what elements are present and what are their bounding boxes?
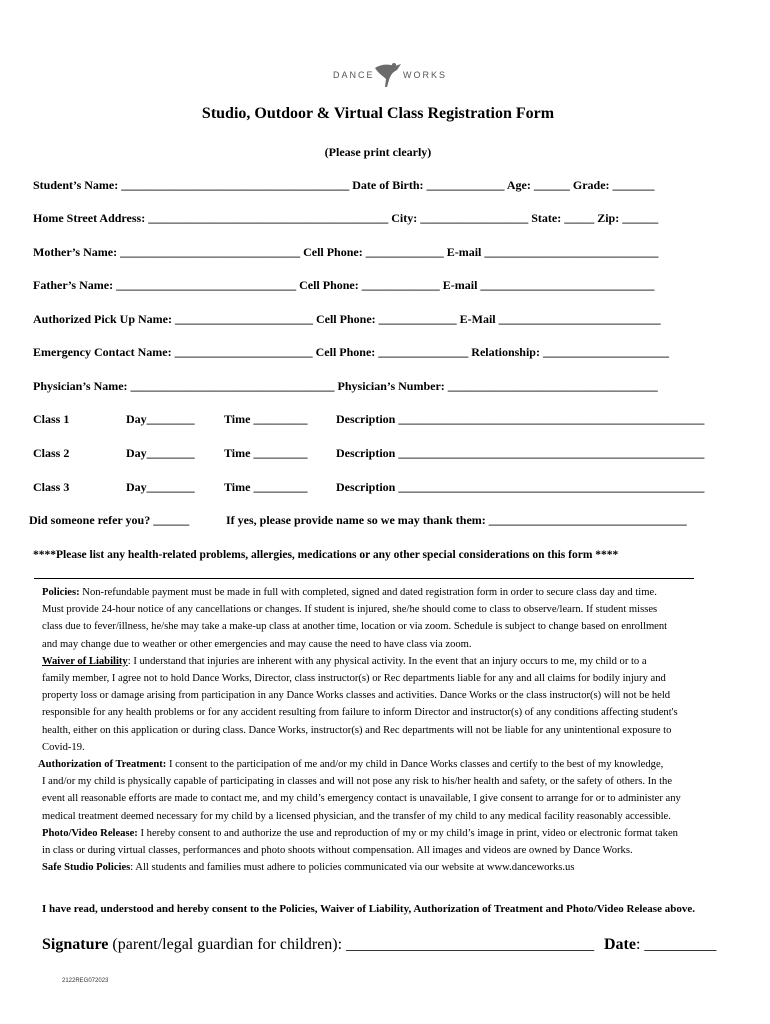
class-label: Class 2: [33, 446, 70, 460]
photo-line: in class or during virtual classes, performances and photo shoots without compensation. All images and videos are owned by Dance Works.: [42, 845, 633, 857]
physician-row[interactable]: Physician’s Name: __________________________________ Physician’s Number: ___________________________________: [33, 379, 658, 393]
father-info-row[interactable]: Father’s Name: ______________________________ Cell Phone: _____________ E-mail _____________________________: [33, 278, 655, 292]
class-description-field[interactable]: Description ___________________________________________________: [336, 446, 705, 460]
authorization-heading: Authorization of Treatment:: [38, 759, 167, 771]
logo-text-left: DANCE: [333, 70, 375, 80]
policies-line: Must provide 24-hour notice of any cancellations or changes. If student is injured, she/he should come to class to observe/learn. If student misses: [42, 604, 658, 616]
pickup-info-row[interactable]: Authorized Pick Up Name: _______________________ Cell Phone: _____________ E-Mail ___________________________: [33, 312, 661, 326]
class-time-field[interactable]: Time _________: [224, 446, 308, 460]
dancer-logo-icon: [373, 62, 403, 88]
emergency-contact-row[interactable]: Emergency Contact Name: _______________________ Cell Phone: _______________ Relationship: _____________________: [33, 345, 669, 359]
referral-name-field[interactable]: If yes, please provide name so we may thank them: _________________________________: [226, 513, 687, 527]
form-subtitle: (Please print clearly): [324, 145, 432, 159]
policies-line: class due to fever/illness, he/she may take a make-up class at another time, location or via zoom. Schedule is subject to change based on enrollment: [42, 621, 668, 633]
form-title: Studio, Outdoor & Virtual Class Registration Form: [201, 105, 555, 122]
form-code: 2122REG072023: [62, 978, 109, 984]
auth-line: Authorization of Treatment: I consent to the participation of me and/or my child in Dance Works classes and certify to the best of my knowledge,: [38, 759, 664, 771]
address-row[interactable]: Home Street Address: ________________________________________ City: __________________ State: _____ Zip: ______: [33, 211, 659, 225]
health-note: ****Please list any health-related problems, allergies, medications or any other special considerations on this form ****: [33, 549, 619, 561]
class-day-field[interactable]: Day________: [126, 412, 195, 426]
dance-works-logo: [333, 62, 448, 88]
class-day-field[interactable]: Day________: [126, 446, 195, 460]
waiver-line: Waiver of Liability: I understand that injuries are inherent with any physical activity. In the event that an injury occurs to me, my child or to a: [42, 655, 647, 667]
safe-studio-heading: Safe Studio Policies: [42, 862, 131, 874]
photo-line: Photo/Video Release: I hereby consent to and authorize the use and reproduction of my or my child’s image in print, video or electronic format taken: [42, 827, 678, 839]
auth-line: medical treatment deemed necessary for my child by a licensed physician, and the transfer of my child to any medical facility reasonably accessible.: [42, 810, 671, 822]
waiver-heading: Waiver of Liability: [42, 655, 128, 667]
signature-field[interactable]: [42, 936, 594, 954]
policies-line: Policies: Non-refundable payment must be made in full with completed, signed and dated registration form in order to secure class day and time.: [42, 587, 657, 598]
policies-line: and may change due to weather or other emergencies and may cause the need to have class via zoom.: [42, 638, 472, 650]
photo-release-heading: Photo/Video Release:: [42, 827, 138, 839]
class-time-field[interactable]: Time _________: [224, 480, 308, 494]
student-info-row[interactable]: Student’s Name: ______________________________________ Date of Birth: _____________ Age: ______ Grade: _______: [33, 178, 655, 192]
policies-heading: Policies:: [42, 587, 80, 598]
auth-line: event all reasonable efforts are made to contact me, and my child’s emergency contact is unavailable, I give consent to arrange for or to administer any: [42, 793, 681, 805]
waiver-line: property loss or damage arising from participation in any Dance Works classes and activities. Dance Works or the class instructor(s) will not be held: [42, 690, 671, 702]
health-note-line[interactable]: [34, 578, 694, 579]
date-label: Date: [604, 936, 636, 953]
consent-statement: I have read, understood and hereby consent to the Policies, Waiver of Liability, Authorization of Treatment and Photo/Video Release above.: [42, 903, 695, 915]
class-description-field[interactable]: Description ___________________________________________________: [336, 480, 705, 494]
date-blank: : _________: [635, 936, 717, 953]
class-description-field[interactable]: Description ___________________________________________________: [336, 412, 705, 426]
signature-label: Signature: [42, 936, 109, 953]
referral-question[interactable]: Did someone refer you? ______: [29, 513, 190, 527]
class-time-field[interactable]: Time _________: [224, 412, 308, 426]
class-day-field[interactable]: Day________: [126, 480, 195, 494]
waiver-line: responsible for any health problems or for any accident resulting from failure to inform Director and instructor(s) of any conditions affecting student's: [42, 707, 678, 719]
signature-date-field[interactable]: [604, 936, 716, 954]
mother-info-row[interactable]: Mother’s Name: ______________________________ Cell Phone: _____________ E-mail _____________________________: [33, 245, 659, 259]
auth-line: I and/or my child is physically capable of participating in classes and will not pose any risk to his/her health and safety, or the safety of others. In the: [42, 776, 673, 788]
safe-line: Safe Studio Policies: All students and families must adhere to policies communicated via our website at www.danceworks.us: [42, 862, 575, 874]
logo-text-right: WORKS: [403, 70, 448, 80]
signature-sublabel: (parent/legal guardian for children): _______________________________: [108, 936, 595, 953]
waiver-line: family member, I agree not to hold Dance Works, Director, class instructor(s) or Rec departments liable for any and all claims for bodily injury and: [42, 673, 666, 685]
class-label: Class 1: [33, 412, 70, 426]
class-label: Class 3: [33, 480, 70, 494]
waiver-line: health, either on this application or during class. Dance Works, instructor(s) and Rec departments will not be liable for any unintentional exposure to: [42, 724, 672, 736]
waiver-line: Covid-19.: [42, 741, 85, 753]
policies-section: [38, 584, 681, 876]
